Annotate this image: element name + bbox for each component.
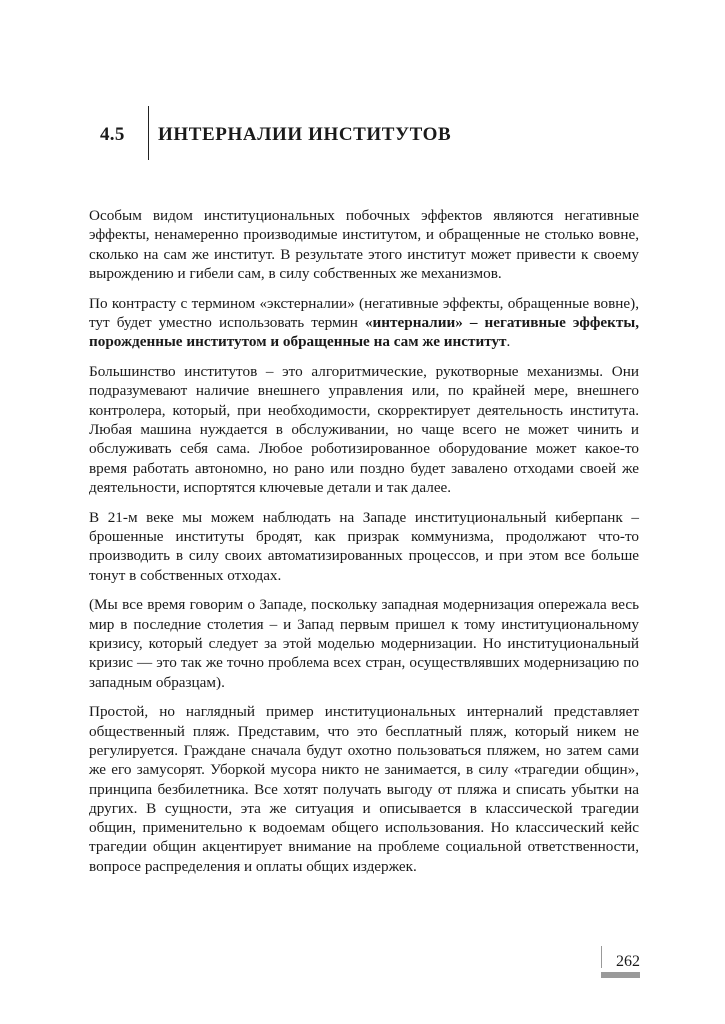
paragraph-2-definition: «интерналии» – негативные эффекты, порожденные институтом и обращенные на сам же институт: [89, 313, 639, 351]
page-number-bar: [601, 972, 640, 978]
section-title: ИНТЕРНАЛИИ ИНСТИТУТОВ: [158, 124, 452, 145]
page-number: 262: [616, 953, 640, 970]
heading-divider: [148, 106, 149, 160]
paragraph-3: Большинство институтов – это алгоритмические, рукотворные механизмы. Они подразумевают наличие внешнего управления или, по крайней мере, внешнего контролера, который, при необходимости, скорректирует деятельность института. Любая машина нуждается в обслуживании, но чаще всего не может чинить и обслуживать себя сама. Любое роботизированное оборудование может какое-то время работать автономно, но рано или поздно будет завалено отходами своей же деятельности, испортятся ключевые детали и так далее.: [89, 363, 639, 496]
section-number: 4.5: [100, 124, 125, 145]
section-heading: [100, 106, 640, 162]
paragraph-5: (Мы все время говорим о Западе, поскольку западная модернизация опережала весь мир в последние столетия – и Запад первым пришел к тому институциональному кризису, который следует за этой моделью модернизации. Но институциональный кризис — это так же точно проблема всех стран, осуществлявших модернизацию по западным образцам).: [89, 596, 639, 691]
paragraph-2-intro: По контрасту с термином «экстерналии» (негативные эффекты, обращенные вовне), тут будет уместно использовать термин: [89, 294, 639, 331]
paragraph-1: Особым видом институциональных побочных эффектов являются негативные эффекты, ненамеренно производимые институтом, и обращенные не столько вовне, сколько на сам же институт. В результате этого институт может привести к своему вырождению и гибели сам, в силу собственных же механизмов.: [89, 207, 639, 282]
paragraph-2-end: .: [506, 333, 511, 351]
paragraph-2: [89, 294, 639, 352]
body-text: [89, 206, 639, 887]
paragraph-6: Простой, но наглядный пример институциональных интерналий представляет общественный пляж. Представим, что это бесплатный пляж, который никем не регулируется. Граждане сначала будут охотно пользоваться пляжем, но затем сами же его замусорят. Уборкой мусора никто не занимается, в силу «трагедии общин», принципа безбилетника. Все хотят получать выгоду от пляжа и списать убытки на других. В сущности, эта же ситуация и описывается в классической трагедии общин, применительно к водоемам общего использования. Но классический кейс трагедии общин акцентирует внимание на проблеме социальной ответственности, вопросе распределения и оплаты общих издержек.: [89, 703, 639, 875]
paragraph-4: В 21-м веке мы можем наблюдать на Западе институциональный киберпанк – брошенные институты бродят, как призрак коммунизма, продолжают что-то производить в силу своих автоматизированных процессов, и при этом все больше тонут в собственных отходах.: [89, 508, 639, 584]
